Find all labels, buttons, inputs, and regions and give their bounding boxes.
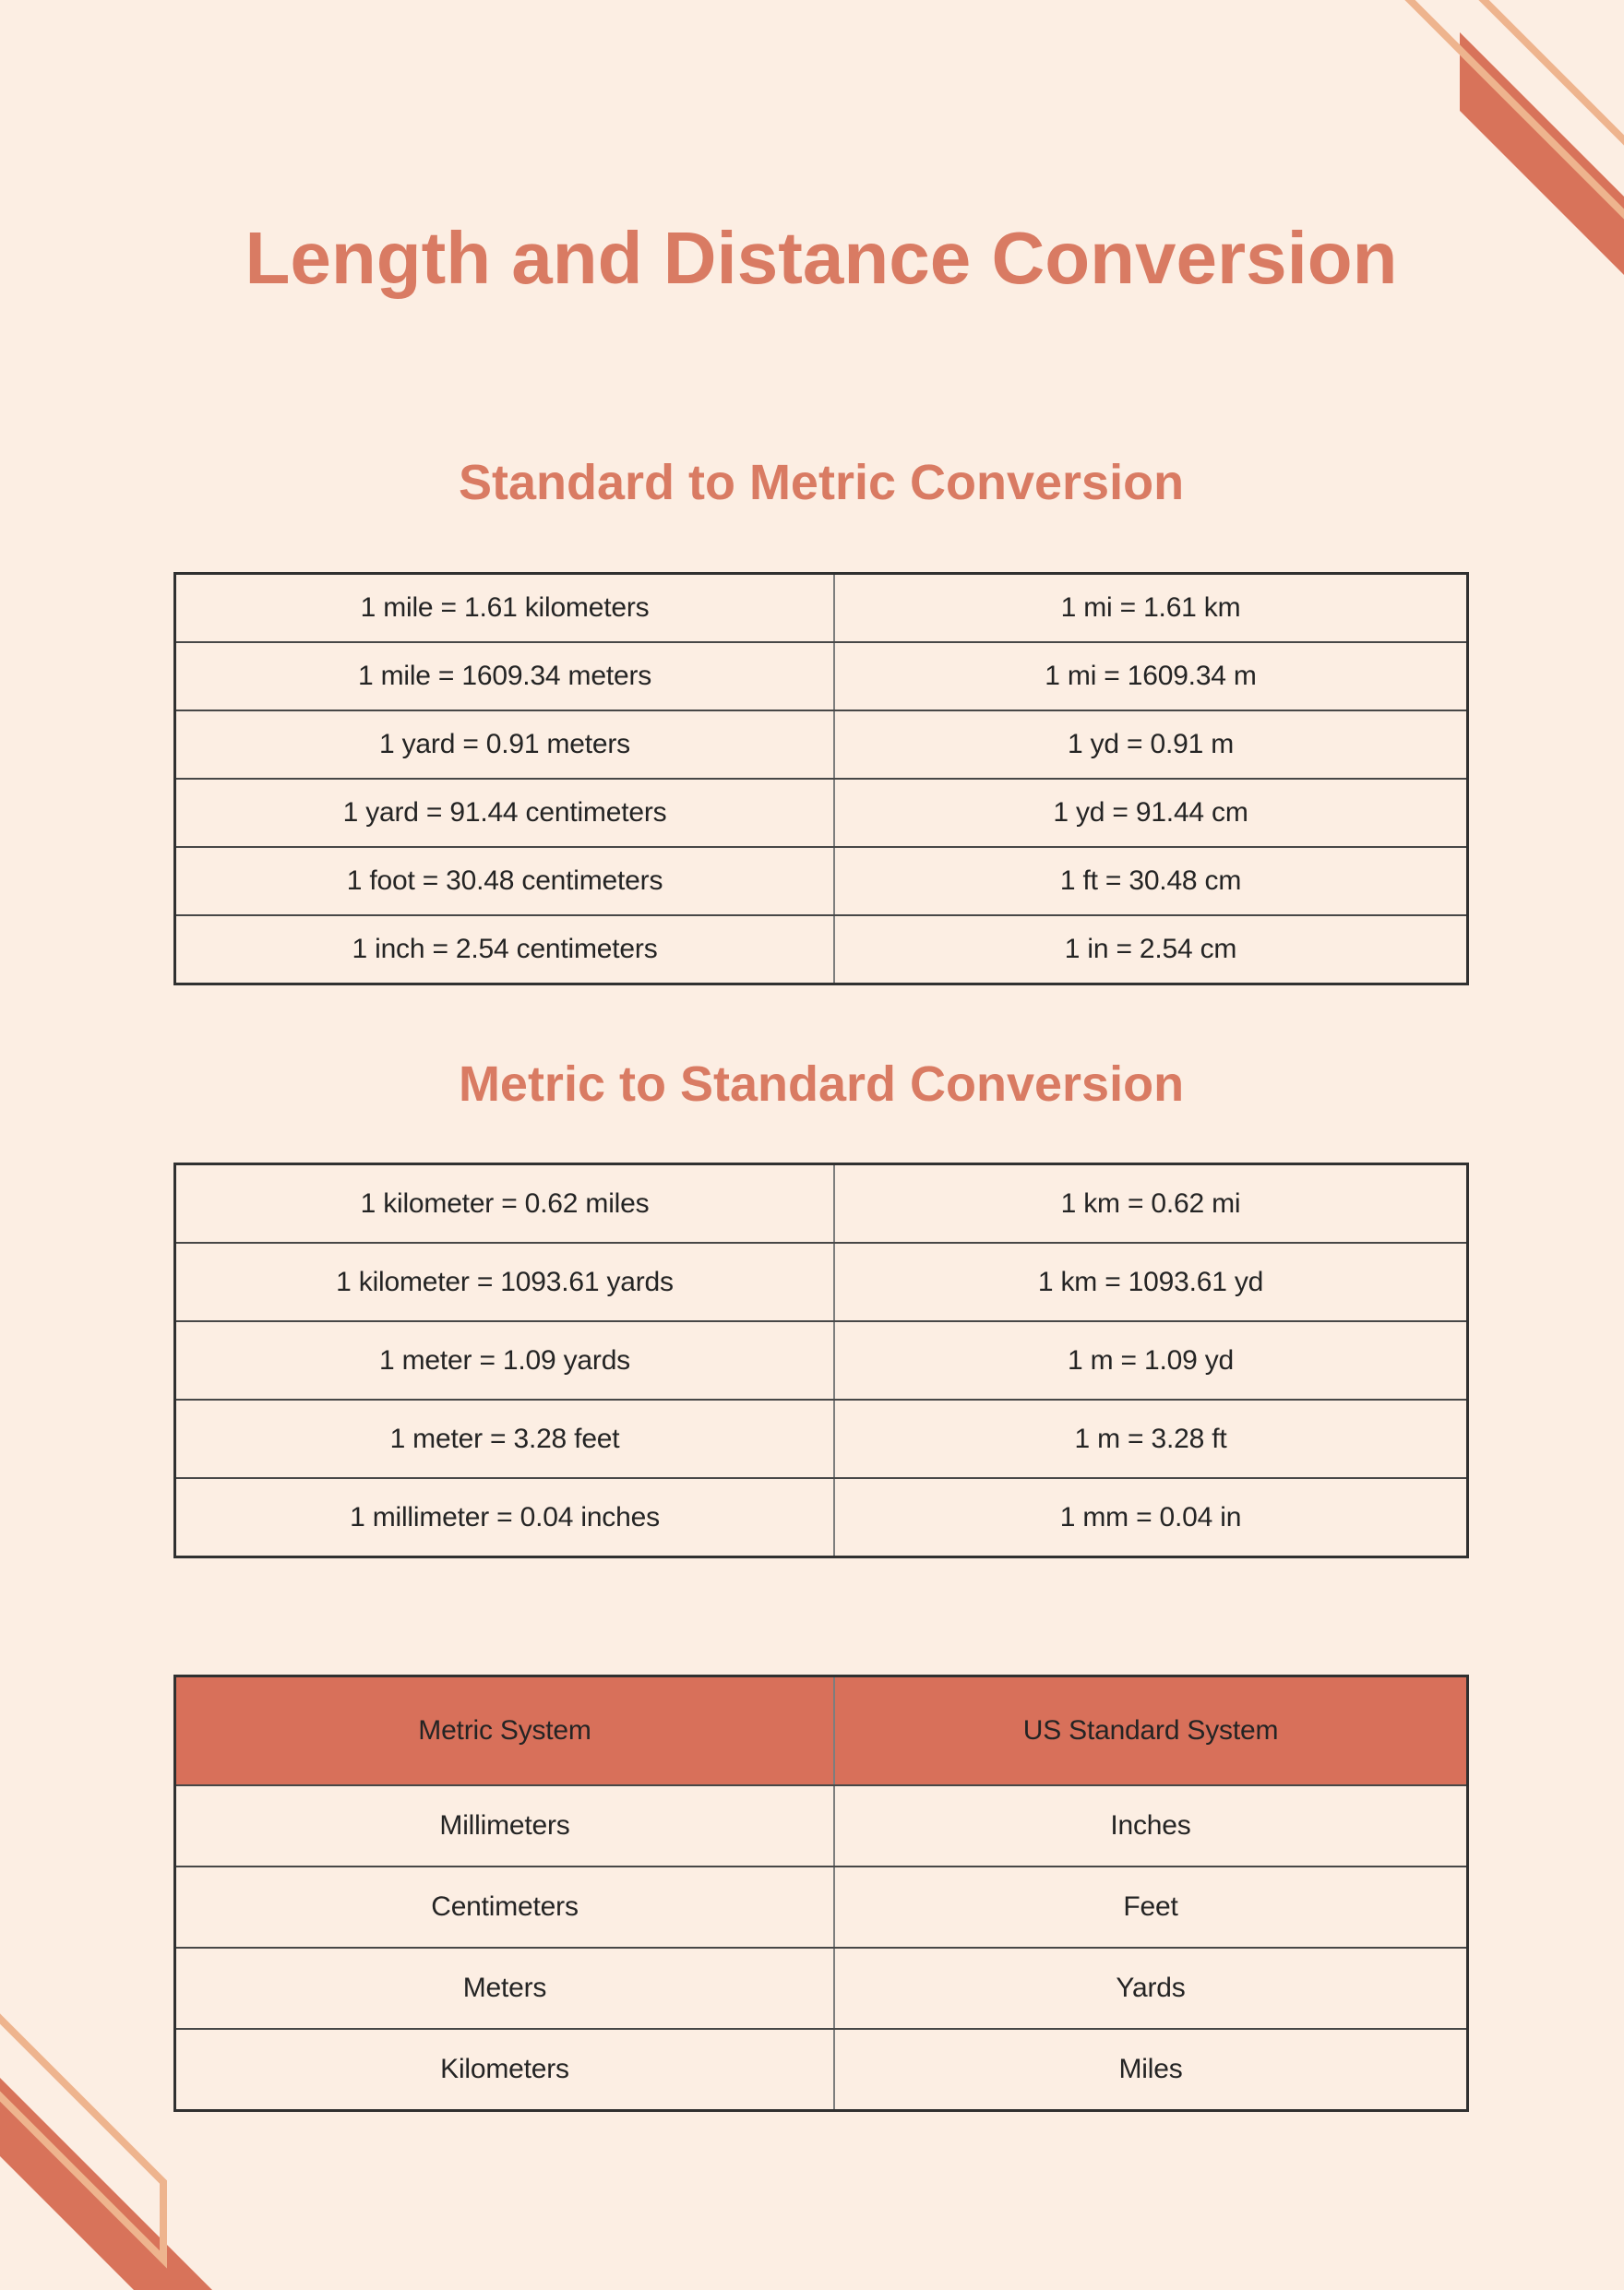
table-row [175, 1164, 1468, 1244]
table-cell: 1 km = 1093.61 yd [834, 1243, 1468, 1321]
table-row [175, 915, 1468, 984]
page-title: Length and Distance Conversion [245, 217, 1398, 299]
table-cell: 1 meter = 3.28 feet [175, 1400, 835, 1478]
table-cell: 1 yd = 0.91 m [834, 710, 1468, 779]
table-row [175, 1243, 1468, 1321]
table-cell: Miles [834, 2029, 1468, 2111]
table-cell: 1 meter = 1.09 yards [175, 1321, 835, 1400]
table-row [175, 2029, 1468, 2111]
table-cell: 1 mm = 0.04 in [834, 1478, 1468, 1557]
table-cell: Yards [834, 1948, 1468, 2029]
table-cell: Inches [834, 1785, 1468, 1867]
table-row [175, 1785, 1468, 1867]
table-cell: 1 km = 0.62 mi [834, 1164, 1468, 1244]
table-cell: 1 ft = 30.48 cm [834, 847, 1468, 915]
metric-system-header: Metric System [175, 1676, 835, 1786]
table-cell: 1 kilometer = 0.62 miles [175, 1164, 835, 1244]
section-heading-metric-to-standard: Metric to Standard Conversion [458, 1056, 1185, 1112]
table-cell: 1 m = 1.09 yd [834, 1321, 1468, 1400]
table-row [175, 1478, 1468, 1557]
table-row [175, 1948, 1468, 2029]
table-cell: Centimeters [175, 1867, 835, 1948]
table-cell: 1 mile = 1.61 kilometers [175, 574, 835, 643]
table-cell: 1 mi = 1.61 km [834, 574, 1468, 643]
table-cell: 1 m = 3.28 ft [834, 1400, 1468, 1478]
system-comparison-table [173, 1675, 1469, 2112]
table-row [175, 710, 1468, 779]
table-cell: 1 in = 2.54 cm [834, 915, 1468, 984]
table-cell: Meters [175, 1948, 835, 2029]
table-cell: Feet [834, 1867, 1468, 1948]
metric-to-standard-table [173, 1163, 1469, 1558]
table-cell: Kilometers [175, 2029, 835, 2111]
standard-to-metric-table [173, 572, 1469, 985]
table-cell: 1 millimeter = 0.04 inches [175, 1478, 835, 1557]
table-cell: Millimeters [175, 1785, 835, 1867]
table-header-row [175, 1676, 1468, 1786]
section-heading-standard-to-metric: Standard to Metric Conversion [458, 455, 1185, 510]
table-row [175, 1321, 1468, 1400]
table-cell: 1 mile = 1609.34 meters [175, 642, 835, 710]
table-cell: 1 yd = 91.44 cm [834, 779, 1468, 847]
table-cell: 1 yard = 0.91 meters [175, 710, 835, 779]
table-row [175, 642, 1468, 710]
table-row [175, 1400, 1468, 1478]
table-cell: 1 inch = 2.54 centimeters [175, 915, 835, 984]
table-row [175, 1867, 1468, 1948]
table-cell: 1 kilometer = 1093.61 yards [175, 1243, 835, 1321]
table-cell: 1 foot = 30.48 centimeters [175, 847, 835, 915]
table-cell: 1 yard = 91.44 centimeters [175, 779, 835, 847]
table-row [175, 574, 1468, 643]
table-row [175, 779, 1468, 847]
us-standard-system-header: US Standard System [834, 1676, 1468, 1786]
table-cell: 1 mi = 1609.34 m [834, 642, 1468, 710]
table-row [175, 847, 1468, 915]
